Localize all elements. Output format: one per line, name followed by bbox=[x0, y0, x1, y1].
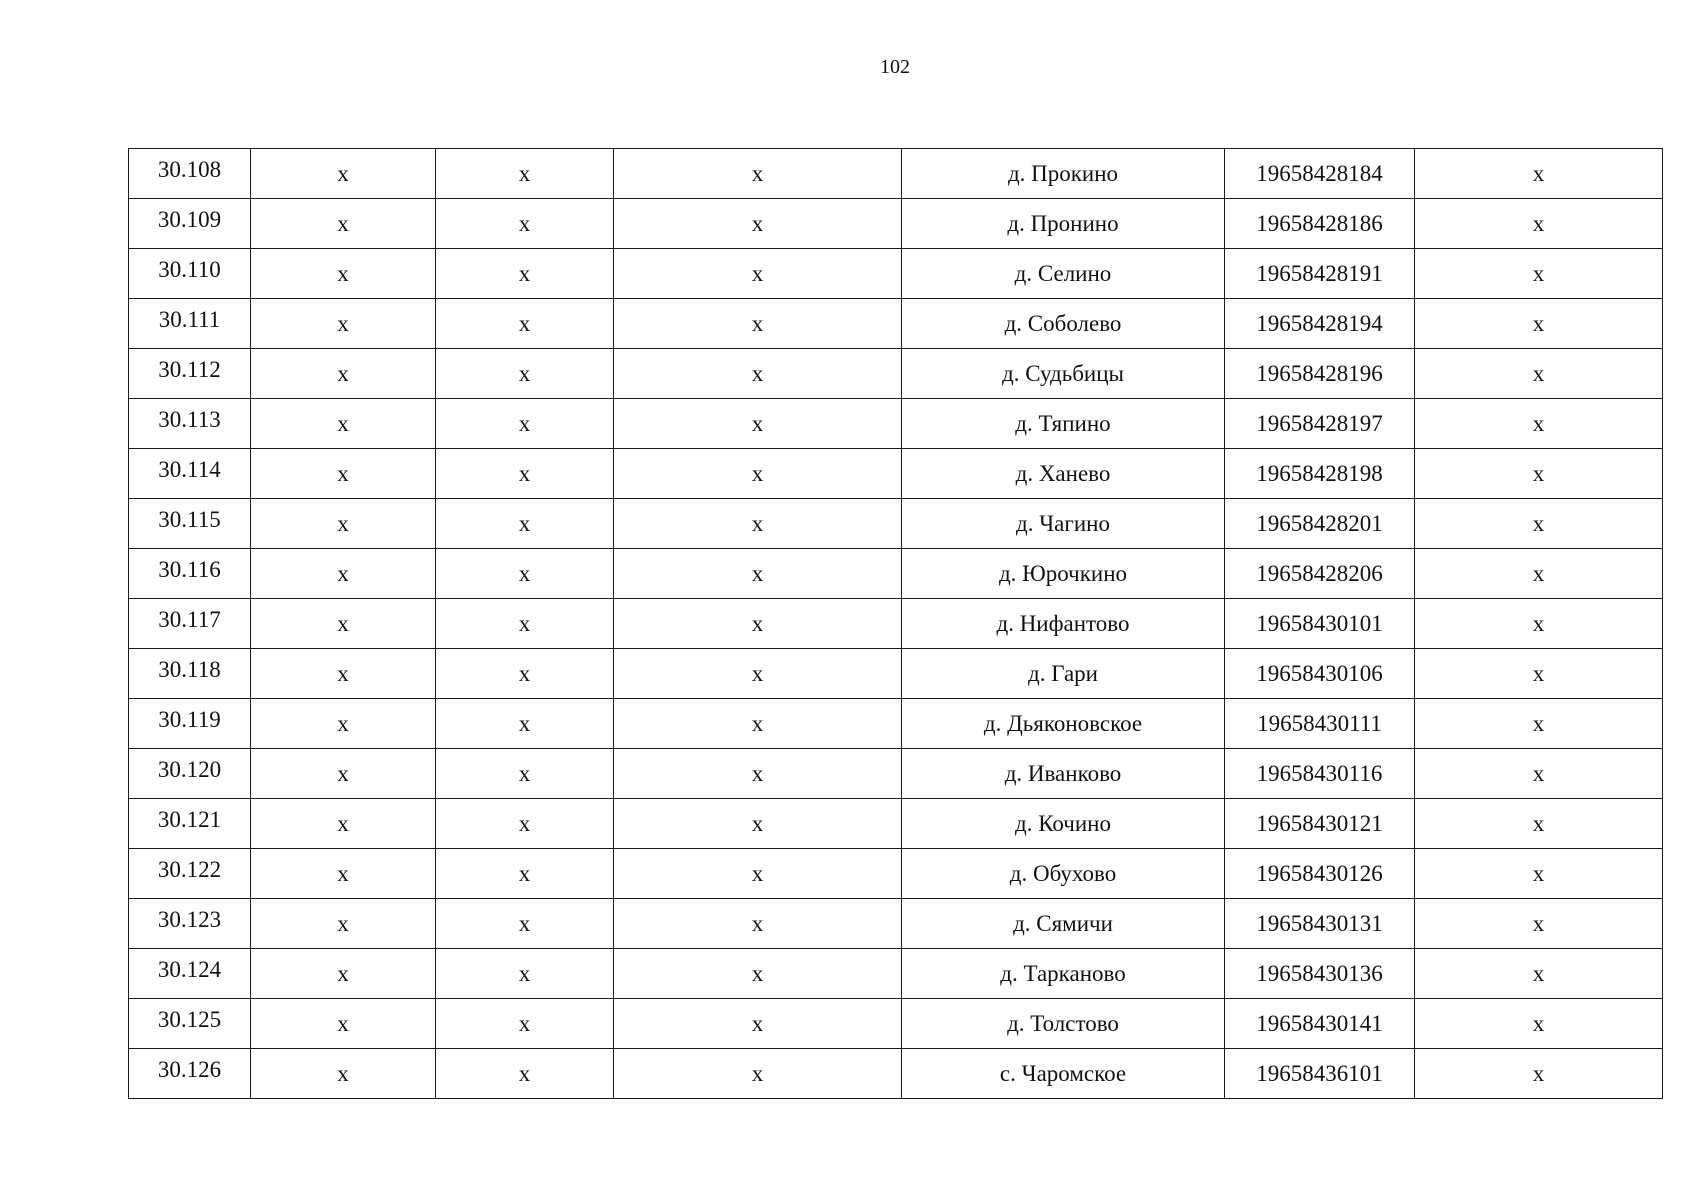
table-row bbox=[129, 999, 1663, 1049]
oktmo-code-cell: 19658428184 bbox=[1225, 149, 1415, 199]
x-cell-col4: x bbox=[614, 849, 902, 899]
x-cell-col4: x bbox=[614, 699, 902, 749]
page-number: 102 bbox=[880, 56, 910, 78]
row-number-cell: 30.119 bbox=[129, 699, 251, 749]
oktmo-code-cell: 19658430111 bbox=[1225, 699, 1415, 749]
x-cell-col7: x bbox=[1415, 899, 1663, 949]
x-cell-col7: x bbox=[1415, 349, 1663, 399]
x-cell-col3: x bbox=[436, 949, 614, 999]
x-cell-col4: x bbox=[614, 1049, 902, 1099]
row-number-cell: 30.125 bbox=[129, 999, 251, 1049]
settlement-name-cell: д. Нифантово bbox=[902, 599, 1225, 649]
x-cell-col2: x bbox=[251, 449, 436, 499]
settlement-name-cell: д. Тяпино bbox=[902, 399, 1225, 449]
settlement-name-cell: д. Соболево bbox=[902, 299, 1225, 349]
row-number-cell: 30.116 bbox=[129, 549, 251, 599]
settlement-name-cell: д. Кочино bbox=[902, 799, 1225, 849]
x-cell-col2: x bbox=[251, 799, 436, 849]
x-cell-col7: x bbox=[1415, 799, 1663, 849]
settlement-name-cell: д. Судьбицы bbox=[902, 349, 1225, 399]
settlement-name-cell: д. Сямичи bbox=[902, 899, 1225, 949]
x-cell-col3: x bbox=[436, 449, 614, 499]
x-cell-col3: x bbox=[436, 899, 614, 949]
x-cell-col4: x bbox=[614, 899, 902, 949]
oktmo-code-cell: 19658430121 bbox=[1225, 799, 1415, 849]
row-number-cell: 30.118 bbox=[129, 649, 251, 699]
row-number-cell: 30.109 bbox=[129, 199, 251, 249]
row-number-cell: 30.110 bbox=[129, 249, 251, 299]
oktmo-code-cell: 19658430131 bbox=[1225, 899, 1415, 949]
oktmo-code-cell: 19658428186 bbox=[1225, 199, 1415, 249]
x-cell-col7: x bbox=[1415, 299, 1663, 349]
oktmo-code-cell: 19658430101 bbox=[1225, 599, 1415, 649]
x-cell-col4: x bbox=[614, 949, 902, 999]
settlement-name-cell: д. Дьяконовское bbox=[902, 699, 1225, 749]
x-cell-col4: x bbox=[614, 399, 902, 449]
x-cell-col7: x bbox=[1415, 949, 1663, 999]
x-cell-col2: x bbox=[251, 349, 436, 399]
x-cell-col4: x bbox=[614, 749, 902, 799]
x-cell-col3: x bbox=[436, 599, 614, 649]
x-cell-col3: x bbox=[436, 199, 614, 249]
x-cell-col4: x bbox=[614, 799, 902, 849]
oktmo-code-cell: 19658428194 bbox=[1225, 299, 1415, 349]
oktmo-code-cell: 19658428201 bbox=[1225, 499, 1415, 549]
x-cell-col7: x bbox=[1415, 599, 1663, 649]
x-cell-col3: x bbox=[436, 549, 614, 599]
table-row bbox=[129, 649, 1663, 699]
oktmo-code-cell: 19658430136 bbox=[1225, 949, 1415, 999]
oktmo-code-cell: 19658430126 bbox=[1225, 849, 1415, 899]
x-cell-col2: x bbox=[251, 199, 436, 249]
x-cell-col4: x bbox=[614, 999, 902, 1049]
row-number-cell: 30.113 bbox=[129, 399, 251, 449]
table-row bbox=[129, 449, 1663, 499]
x-cell-col2: x bbox=[251, 649, 436, 699]
x-cell-col2: x bbox=[251, 699, 436, 749]
table-row bbox=[129, 149, 1663, 199]
x-cell-col3: x bbox=[436, 299, 614, 349]
x-cell-col7: x bbox=[1415, 749, 1663, 799]
settlement-name-cell: с. Чаромское bbox=[902, 1049, 1225, 1099]
row-number-cell: 30.117 bbox=[129, 599, 251, 649]
row-number-cell: 30.120 bbox=[129, 749, 251, 799]
x-cell-col2: x bbox=[251, 499, 436, 549]
x-cell-col3: x bbox=[436, 849, 614, 899]
x-cell-col4: x bbox=[614, 299, 902, 349]
settlement-name-cell: д. Иванково bbox=[902, 749, 1225, 799]
settlement-name-cell: д. Чагино bbox=[902, 499, 1225, 549]
oktmo-code-cell: 19658430106 bbox=[1225, 649, 1415, 699]
row-number-cell: 30.108 bbox=[129, 149, 251, 199]
oktmo-code-cell: 19658428196 bbox=[1225, 349, 1415, 399]
x-cell-col2: x bbox=[251, 399, 436, 449]
settlement-name-cell: д. Обухово bbox=[902, 849, 1225, 899]
x-cell-col3: x bbox=[436, 249, 614, 299]
table-row bbox=[129, 399, 1663, 449]
x-cell-col7: x bbox=[1415, 549, 1663, 599]
table-row bbox=[129, 899, 1663, 949]
table-row bbox=[129, 599, 1663, 649]
x-cell-col2: x bbox=[251, 899, 436, 949]
x-cell-col2: x bbox=[251, 299, 436, 349]
table-row bbox=[129, 849, 1663, 899]
x-cell-col2: x bbox=[251, 749, 436, 799]
table-row bbox=[129, 549, 1663, 599]
row-number-cell: 30.115 bbox=[129, 499, 251, 549]
x-cell-col4: x bbox=[614, 449, 902, 499]
x-cell-col3: x bbox=[436, 149, 614, 199]
settlement-name-cell: д. Гари bbox=[902, 649, 1225, 699]
oktmo-code-cell: 19658428198 bbox=[1225, 449, 1415, 499]
oktmo-code-cell: 19658430116 bbox=[1225, 749, 1415, 799]
settlement-name-cell: д. Толстово bbox=[902, 999, 1225, 1049]
x-cell-col2: x bbox=[251, 599, 436, 649]
x-cell-col4: x bbox=[614, 249, 902, 299]
row-number-cell: 30.124 bbox=[129, 949, 251, 999]
x-cell-col7: x bbox=[1415, 149, 1663, 199]
row-number-cell: 30.112 bbox=[129, 349, 251, 399]
x-cell-col7: x bbox=[1415, 999, 1663, 1049]
x-cell-col2: x bbox=[251, 1049, 436, 1099]
x-cell-col2: x bbox=[251, 849, 436, 899]
x-cell-col3: x bbox=[436, 799, 614, 849]
x-cell-col3: x bbox=[436, 499, 614, 549]
x-cell-col4: x bbox=[614, 149, 902, 199]
oktmo-code-cell: 19658436101 bbox=[1225, 1049, 1415, 1099]
table-row bbox=[129, 299, 1663, 349]
x-cell-col3: x bbox=[436, 349, 614, 399]
x-cell-col7: x bbox=[1415, 199, 1663, 249]
x-cell-col3: x bbox=[436, 1049, 614, 1099]
x-cell-col2: x bbox=[251, 949, 436, 999]
table-row bbox=[129, 249, 1663, 299]
row-number-cell: 30.121 bbox=[129, 799, 251, 849]
row-number-cell: 30.126 bbox=[129, 1049, 251, 1099]
x-cell-col7: x bbox=[1415, 699, 1663, 749]
x-cell-col2: x bbox=[251, 549, 436, 599]
table-row bbox=[129, 199, 1663, 249]
table-row bbox=[129, 499, 1663, 549]
x-cell-col3: x bbox=[436, 699, 614, 749]
settlement-name-cell: д. Юрочкино bbox=[902, 549, 1225, 599]
x-cell-col2: x bbox=[251, 249, 436, 299]
table-row bbox=[129, 1049, 1663, 1099]
x-cell-col7: x bbox=[1415, 849, 1663, 899]
table-row bbox=[129, 799, 1663, 849]
settlement-name-cell: д. Пронино bbox=[902, 199, 1225, 249]
table-body bbox=[129, 149, 1663, 1099]
x-cell-col3: x bbox=[436, 399, 614, 449]
oktmo-code-cell: 19658428191 bbox=[1225, 249, 1415, 299]
settlements-table bbox=[128, 148, 1663, 1099]
x-cell-col7: x bbox=[1415, 649, 1663, 699]
x-cell-col4: x bbox=[614, 199, 902, 249]
table-row bbox=[129, 749, 1663, 799]
x-cell-col4: x bbox=[614, 499, 902, 549]
settlement-name-cell: д. Селино bbox=[902, 249, 1225, 299]
oktmo-code-cell: 19658428206 bbox=[1225, 549, 1415, 599]
settlement-name-cell: д. Ханево bbox=[902, 449, 1225, 499]
settlement-name-cell: д. Прокино bbox=[902, 149, 1225, 199]
x-cell-col4: x bbox=[614, 599, 902, 649]
x-cell-col4: x bbox=[614, 549, 902, 599]
x-cell-col7: x bbox=[1415, 1049, 1663, 1099]
row-number-cell: 30.122 bbox=[129, 849, 251, 899]
x-cell-col7: x bbox=[1415, 499, 1663, 549]
x-cell-col4: x bbox=[614, 649, 902, 699]
oktmo-code-cell: 19658430141 bbox=[1225, 999, 1415, 1049]
settlement-name-cell: д. Тарканово bbox=[902, 949, 1225, 999]
x-cell-col2: x bbox=[251, 149, 436, 199]
x-cell-col3: x bbox=[436, 999, 614, 1049]
x-cell-col3: x bbox=[436, 749, 614, 799]
x-cell-col7: x bbox=[1415, 249, 1663, 299]
row-number-cell: 30.111 bbox=[129, 299, 251, 349]
row-number-cell: 30.123 bbox=[129, 899, 251, 949]
table-row bbox=[129, 949, 1663, 999]
x-cell-col7: x bbox=[1415, 399, 1663, 449]
x-cell-col7: x bbox=[1415, 449, 1663, 499]
row-number-cell: 30.114 bbox=[129, 449, 251, 499]
x-cell-col2: x bbox=[251, 999, 436, 1049]
oktmo-code-cell: 19658428197 bbox=[1225, 399, 1415, 449]
x-cell-col4: x bbox=[614, 349, 902, 399]
table-row bbox=[129, 349, 1663, 399]
table-row bbox=[129, 699, 1663, 749]
x-cell-col3: x bbox=[436, 649, 614, 699]
